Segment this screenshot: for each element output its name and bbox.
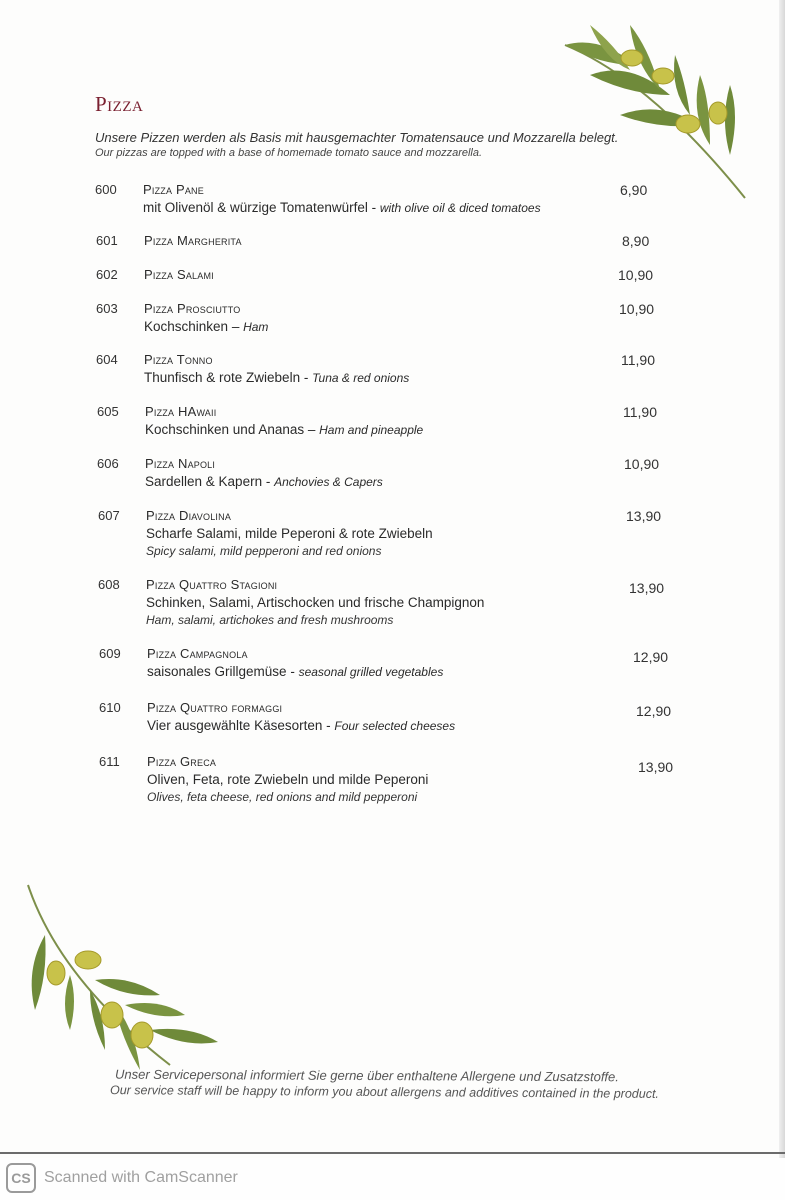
item-name: Pizza Margherita: [144, 233, 242, 248]
item-price: 8,90: [622, 233, 650, 249]
item-price: 11,90: [623, 404, 657, 420]
item-description: Oliven, Feta, rote Zwiebeln und milde Peperoni: [147, 772, 429, 787]
item-price: 13,90: [638, 759, 674, 775]
item-number: 605: [97, 404, 119, 419]
item-name: Pizza Quattro formaggi: [147, 700, 283, 715]
item-description-english: Olives, feta cheese, red onions and mild pepperoni: [147, 790, 418, 804]
item-price: 12,90: [636, 703, 672, 719]
item-price: 10,90: [618, 267, 654, 283]
item-name: Pizza Pane: [143, 182, 204, 197]
item-price: 10,90: [624, 456, 660, 472]
item-name: Pizza HAwaii: [145, 404, 217, 419]
page-bottom-edge: [0, 1152, 785, 1154]
item-description: Vier ausgewählte Käsesorten - Four selected cheeses: [147, 718, 456, 733]
item-description: Thunfisch & rote Zwiebeln - Tuna & red onions: [144, 370, 410, 385]
intro-german: Unsere Pizzen werden als Basis mit hausgemachter Tomatensauce und Mozzarella belegt.: [95, 130, 619, 145]
scanner-watermark: [6, 1163, 238, 1193]
camscanner-logo: CS: [6, 1163, 36, 1193]
item-description-english: Ham, salami, artichokes and fresh mushrooms: [146, 613, 394, 627]
page-edge: [779, 0, 785, 1158]
item-price: 13,90: [629, 580, 665, 596]
item-name: Pizza Tonno: [144, 352, 213, 367]
item-number: 602: [96, 267, 118, 282]
item-description: Kochschinken – Ham: [144, 319, 269, 334]
allergen-note-english: Our service staff will be happy to inform you about allergens and additives contained in the product.: [109, 1083, 659, 1101]
item-description: Sardellen & Kapern - Anchovies & Capers: [145, 474, 383, 489]
olive-branch-icon: [20, 880, 230, 1080]
item-price: 12,90: [633, 649, 669, 665]
item-number: 608: [98, 577, 120, 592]
item-number: 606: [97, 456, 119, 471]
item-name: Pizza Napoli: [145, 456, 216, 471]
item-description: saisonales Grillgemüse - seasonal grilled vegetables: [147, 664, 444, 679]
item-name: Pizza Prosciutto: [144, 301, 241, 316]
item-price: 13,90: [626, 508, 662, 524]
item-price: 6,90: [620, 182, 648, 198]
allergen-note-german: Unser Servicepersonal informiert Sie gerne über enthaltene Allergene und Zusatzstoffe.: [114, 1066, 619, 1085]
item-name: Pizza Diavolina: [146, 508, 232, 523]
item-price: 10,90: [619, 301, 655, 317]
scanner-label: Scanned with CamScanner: [44, 1169, 238, 1186]
item-number: 604: [96, 352, 118, 367]
item-number: 607: [98, 508, 120, 523]
item-name: Pizza Quattro Stagioni: [146, 577, 278, 592]
item-number: 601: [96, 233, 118, 248]
item-description-english: Spicy salami, mild pepperoni and red onions: [146, 544, 382, 558]
olive-branch-icon: [560, 20, 760, 210]
item-description: Schinken, Salami, Artischocken und frische Champignon: [146, 595, 485, 610]
item-name: Pizza Greca: [147, 754, 217, 769]
item-number: 611: [99, 754, 120, 769]
item-description: Scharfe Salami, milde Peperoni & rote Zwiebeln: [146, 526, 433, 541]
intro-english: Our pizzas are topped with a base of homemade tomato sauce and mozzarella.: [95, 147, 483, 159]
item-description: Kochschinken und Ananas – Ham and pineapple: [145, 422, 424, 437]
item-number: 600: [95, 182, 117, 197]
page-title: Pizza: [95, 92, 144, 116]
item-description: mit Olivenöl & würzige Tomatenwürfel - with olive oil & diced tomatoes: [143, 200, 541, 215]
item-name: Pizza Campagnola: [147, 646, 248, 661]
item-number: 603: [96, 301, 118, 316]
item-number: 610: [99, 700, 121, 715]
item-price: 11,90: [621, 352, 655, 368]
item-number: 609: [99, 646, 121, 661]
item-name: Pizza Salami: [144, 267, 214, 282]
